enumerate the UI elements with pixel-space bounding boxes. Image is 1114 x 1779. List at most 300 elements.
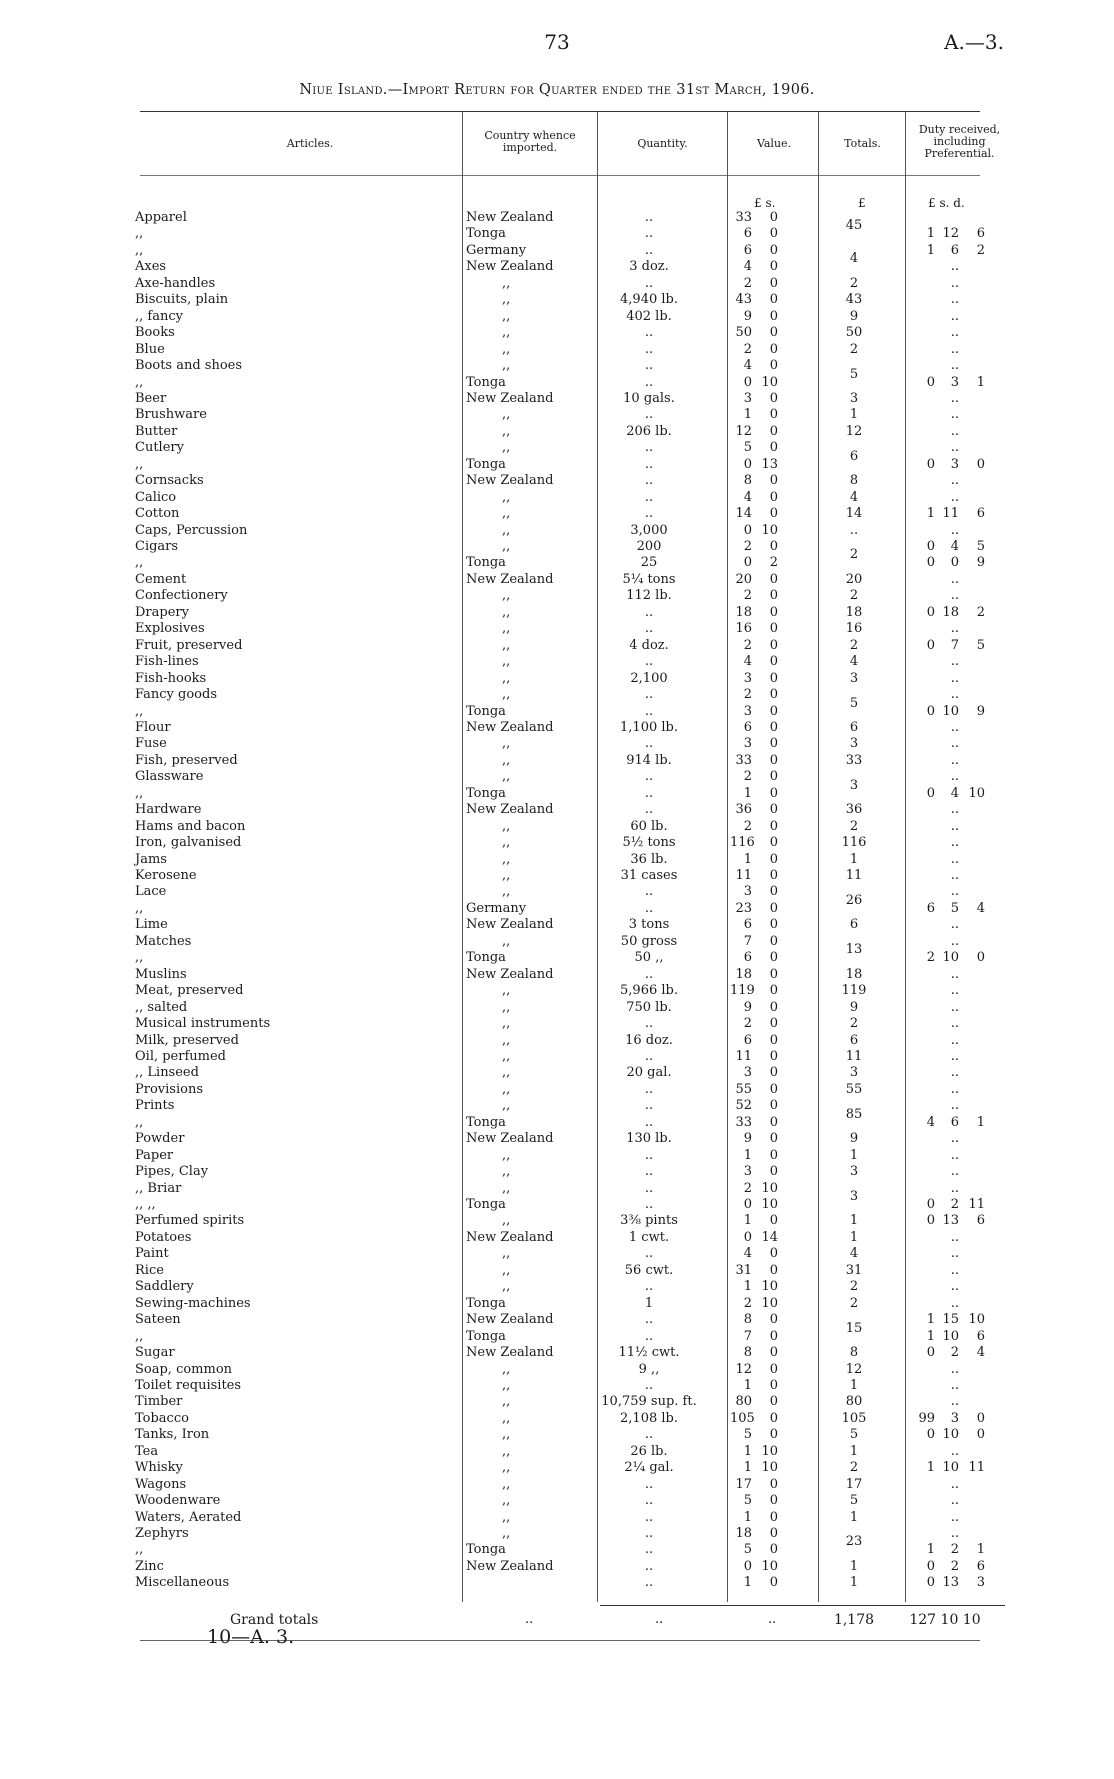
value-shillings: 0 bbox=[769, 621, 778, 637]
value-shillings: 0 bbox=[769, 703, 778, 719]
article-cell bbox=[135, 934, 465, 950]
article-cell bbox=[135, 1510, 465, 1526]
quantity-cell: 4 doz. bbox=[629, 637, 669, 653]
value-shillings: 0 bbox=[769, 917, 778, 933]
page-code: A.—3. bbox=[944, 30, 1004, 54]
article-cell bbox=[135, 884, 465, 900]
article-cell bbox=[135, 835, 465, 851]
duty-shillings: 15 bbox=[942, 1312, 959, 1328]
quantity-cell: .. bbox=[644, 440, 654, 456]
article-cell bbox=[135, 391, 465, 407]
totals-cell: 3 bbox=[849, 1189, 859, 1204]
value-shillings: 0 bbox=[769, 1081, 778, 1097]
article-name: ,, bbox=[135, 785, 144, 801]
article-name: Drapery bbox=[135, 604, 189, 620]
duty-shillings: .. bbox=[950, 358, 959, 374]
article-name: Explosives bbox=[135, 621, 205, 637]
article-cell bbox=[135, 687, 465, 703]
article-name: ,, salted bbox=[135, 999, 188, 1015]
duty-shillings: 18 bbox=[942, 604, 959, 620]
article-name: Soap, common bbox=[135, 1361, 233, 1377]
duty-shillings: .. bbox=[950, 571, 959, 587]
article-cell bbox=[135, 1197, 465, 1213]
totals-cell: 20 bbox=[845, 571, 863, 587]
quantity-cell: 1 cwt. bbox=[628, 1229, 670, 1245]
article-name: Rice bbox=[135, 1262, 164, 1278]
value-shillings: 10 bbox=[761, 1295, 778, 1311]
value-pounds: 3 bbox=[743, 884, 752, 900]
grand-filler-value: .. bbox=[768, 1612, 777, 1627]
duty-pence: 2 bbox=[976, 604, 985, 620]
article-name: Cotton bbox=[135, 506, 180, 522]
value-pounds: 1 bbox=[743, 1213, 752, 1229]
totals-cell: 8 bbox=[849, 473, 859, 489]
country-cell: Tonga bbox=[466, 226, 506, 242]
value-pounds: 2 bbox=[743, 687, 752, 703]
article-cell bbox=[135, 1362, 465, 1378]
article-cell bbox=[135, 621, 465, 637]
country-cell: ,, bbox=[502, 818, 511, 834]
value-pounds: 0 bbox=[743, 374, 752, 390]
duty-shillings: .. bbox=[950, 341, 959, 357]
article-name: Tea bbox=[135, 1443, 159, 1459]
duty-pence: 9 bbox=[976, 555, 985, 571]
article-cell bbox=[135, 950, 465, 966]
header-quantity: Quantity. bbox=[637, 137, 688, 150]
article-name: Saddlery bbox=[135, 1279, 194, 1295]
article-cell bbox=[135, 1065, 465, 1081]
article-cell bbox=[135, 473, 465, 489]
duty-shillings: .. bbox=[950, 473, 959, 489]
value-shillings: 0 bbox=[769, 1098, 778, 1114]
totals-cell: 80 bbox=[845, 1394, 863, 1410]
divider-duty bbox=[905, 112, 906, 1602]
value-pounds: 4 bbox=[743, 1246, 752, 1262]
duty-pence: 1 bbox=[976, 1542, 985, 1558]
article-cell bbox=[135, 424, 465, 440]
duty-shillings: .. bbox=[950, 1164, 959, 1180]
article-name: Apparel bbox=[135, 210, 187, 225]
totals-cell: 6 bbox=[849, 917, 859, 933]
article-name: Blue bbox=[135, 341, 165, 357]
quantity-cell: .. bbox=[644, 604, 654, 620]
value-pounds: 1 bbox=[743, 1279, 752, 1295]
quantity-cell: .. bbox=[644, 1575, 654, 1591]
duty-shillings: .. bbox=[950, 1065, 959, 1081]
article-cell bbox=[135, 1312, 465, 1328]
quantity-cell: .. bbox=[644, 687, 654, 703]
article-cell bbox=[135, 1033, 465, 1049]
value-pounds: 80 bbox=[735, 1394, 752, 1410]
article-name: Brushware bbox=[135, 407, 207, 423]
article-cell bbox=[135, 736, 465, 752]
totals-cell: 18 bbox=[845, 966, 863, 982]
quantity-cell: .. bbox=[644, 1147, 654, 1163]
value-shillings: 0 bbox=[769, 654, 778, 670]
duty-pence: 5 bbox=[976, 539, 985, 554]
value-shillings: 0 bbox=[769, 1147, 778, 1163]
duty-shillings: .. bbox=[950, 687, 959, 703]
article-name: Biscuits, plain bbox=[135, 292, 229, 308]
totals-cell: 1 bbox=[849, 407, 859, 423]
duty-shillings: .. bbox=[950, 769, 959, 785]
value-pounds: 0 bbox=[743, 456, 752, 472]
country-cell: New Zealand bbox=[466, 1131, 554, 1147]
article-name: Sateen bbox=[135, 1312, 181, 1328]
totals-cell: 5 bbox=[849, 1493, 859, 1509]
unit-duty: £ s. d. bbox=[928, 196, 965, 210]
country-cell: Tonga bbox=[466, 950, 506, 966]
article-cell bbox=[135, 259, 465, 275]
article-name: Axe-handles bbox=[135, 275, 216, 291]
value-shillings: 0 bbox=[769, 736, 778, 752]
article-cell bbox=[135, 1296, 465, 1312]
value-pounds: 8 bbox=[743, 1345, 752, 1361]
value-pounds: 1 bbox=[743, 851, 752, 867]
totals-cell: 31 bbox=[845, 1262, 863, 1278]
quantity-cell: .. bbox=[644, 226, 654, 242]
article-name: Jams bbox=[135, 851, 167, 867]
duty-shillings: 0 bbox=[950, 555, 959, 571]
value-shillings: 0 bbox=[769, 851, 778, 867]
article-name: ,, bbox=[135, 226, 144, 242]
country-cell: New Zealand bbox=[466, 719, 554, 735]
totals-cell: 4 bbox=[849, 1246, 859, 1262]
country-cell: New Zealand bbox=[466, 917, 554, 933]
duty-shillings: 2 bbox=[950, 1542, 959, 1558]
article-name: ,, bbox=[135, 456, 144, 472]
value-pounds: 12 bbox=[735, 1361, 752, 1377]
country-cell: ,, bbox=[502, 1065, 511, 1081]
duty-shillings: 4 bbox=[950, 785, 959, 801]
article-name: Glassware bbox=[135, 769, 204, 785]
duty-pounds: 1 bbox=[926, 1542, 935, 1558]
duty-pence: 2 bbox=[976, 242, 985, 258]
duty-pounds: 0 bbox=[926, 374, 935, 390]
country-cell: ,, bbox=[502, 999, 511, 1015]
table-top-rule bbox=[140, 111, 980, 112]
duty-shillings: .. bbox=[950, 654, 959, 670]
value-pounds: 18 bbox=[735, 604, 752, 620]
country-cell: Tonga bbox=[466, 785, 506, 801]
article-cell bbox=[135, 572, 465, 588]
duty-shillings: .. bbox=[950, 489, 959, 505]
article-name: Sugar bbox=[135, 1345, 175, 1361]
duty-shillings: .. bbox=[950, 736, 959, 752]
article-name: Cornsacks bbox=[135, 473, 204, 489]
country-cell: ,, bbox=[502, 604, 511, 620]
quantity-cell: 1 bbox=[644, 1295, 654, 1311]
article-cell bbox=[135, 1444, 465, 1460]
article-cell bbox=[135, 325, 465, 341]
article-cell bbox=[135, 1213, 465, 1229]
quantity-cell: 5½ tons bbox=[622, 835, 676, 851]
country-cell: ,, bbox=[502, 1262, 511, 1278]
article-name: Provisions bbox=[135, 1081, 203, 1097]
duty-shillings: .. bbox=[950, 983, 959, 999]
duty-shillings: .. bbox=[950, 719, 959, 735]
totals-cell: 16 bbox=[845, 621, 863, 637]
value-shillings: 0 bbox=[769, 1361, 778, 1377]
country-cell: ,, bbox=[502, 1164, 511, 1180]
article-cell bbox=[135, 753, 465, 769]
value-shillings: 10 bbox=[761, 1279, 778, 1295]
value-shillings: 10 bbox=[761, 1180, 778, 1196]
country-cell: New Zealand bbox=[466, 390, 554, 406]
value-pounds: 1 bbox=[743, 1377, 752, 1393]
article-cell bbox=[135, 292, 465, 308]
value-pounds: 6 bbox=[743, 719, 752, 735]
value-pounds: 52 bbox=[735, 1098, 752, 1114]
value-pounds: 9 bbox=[743, 308, 752, 324]
value-shillings: 10 bbox=[761, 1443, 778, 1459]
article-name: Fuse bbox=[135, 736, 167, 752]
value-pounds: 2 bbox=[743, 637, 752, 653]
value-pounds: 119 bbox=[730, 983, 755, 999]
totals-cell: 105 bbox=[841, 1410, 867, 1426]
quantity-cell: 402 lb. bbox=[626, 308, 672, 324]
totals-cell: 43 bbox=[845, 292, 863, 308]
country-cell: Tonga bbox=[466, 1197, 506, 1212]
article-name: Calico bbox=[135, 489, 177, 505]
duty-shillings: 2 bbox=[950, 1558, 959, 1574]
country-cell: ,, bbox=[502, 835, 511, 851]
article-cell bbox=[135, 342, 465, 358]
quantity-cell: 9 ,, bbox=[638, 1361, 660, 1377]
totals-cell: 5 bbox=[849, 1427, 859, 1443]
value-shillings: 0 bbox=[769, 802, 778, 818]
duty-pounds: 0 bbox=[926, 703, 935, 719]
value-pounds: 8 bbox=[743, 1312, 752, 1328]
totals-cell: 17 bbox=[845, 1476, 863, 1492]
value-shillings: 13 bbox=[761, 456, 778, 472]
duty-pounds: 0 bbox=[926, 456, 935, 472]
value-pounds: 0 bbox=[743, 555, 752, 571]
country-cell: ,, bbox=[502, 341, 511, 357]
duty-shillings: .. bbox=[950, 1361, 959, 1377]
duty-pence: 0 bbox=[976, 1410, 985, 1426]
country-cell: ,, bbox=[502, 736, 511, 752]
value-pounds: 3 bbox=[743, 703, 752, 719]
totals-cell: 33 bbox=[845, 752, 863, 768]
value-pounds: 5 bbox=[743, 440, 752, 456]
value-pounds: 20 bbox=[735, 571, 752, 587]
country-cell: ,, bbox=[502, 983, 511, 999]
country-cell: ,, bbox=[502, 1427, 511, 1443]
quantity-cell: 16 doz. bbox=[625, 1032, 673, 1048]
totals-cell: 4 bbox=[849, 251, 859, 267]
duty-pence: 6 bbox=[976, 506, 985, 522]
totals-cell: 2 bbox=[849, 1295, 859, 1311]
duty-pence: 10 bbox=[968, 785, 985, 801]
quantity-cell: 200 bbox=[636, 539, 662, 554]
duty-shillings: 10 bbox=[942, 1460, 959, 1476]
value-shillings: 0 bbox=[769, 242, 778, 258]
article-cell bbox=[135, 539, 465, 555]
article-name: Sewing-machines bbox=[135, 1295, 251, 1311]
quantity-cell: .. bbox=[644, 489, 654, 505]
value-pounds: 0 bbox=[743, 1558, 752, 1574]
quantity-cell: .. bbox=[644, 1542, 654, 1558]
article-name: Tanks, Iron bbox=[135, 1427, 210, 1443]
value-shillings: 0 bbox=[769, 292, 778, 308]
article-cell bbox=[135, 654, 465, 670]
article-name: ,, bbox=[135, 900, 144, 916]
duty-shillings: .. bbox=[950, 1493, 959, 1509]
totals-cell: 45 bbox=[845, 218, 863, 234]
article-name: Woodenware bbox=[135, 1493, 221, 1509]
value-shillings: 0 bbox=[769, 818, 778, 834]
totals-cell: 2 bbox=[849, 637, 859, 653]
article-name: ,, Linseed bbox=[135, 1065, 199, 1081]
value-shillings: 10 bbox=[761, 374, 778, 390]
duty-pence: 6 bbox=[976, 1328, 985, 1344]
value-pounds: 3 bbox=[743, 1164, 752, 1180]
article-name: ,, bbox=[135, 703, 144, 719]
country-cell: ,, bbox=[502, 1180, 511, 1196]
duty-shillings: .. bbox=[950, 933, 959, 949]
quantity-cell: .. bbox=[644, 1312, 654, 1328]
grand-total-value: 1,178 bbox=[833, 1612, 875, 1628]
article-cell bbox=[135, 1148, 465, 1164]
country-cell: New Zealand bbox=[466, 571, 554, 587]
totals-cell: 9 bbox=[849, 308, 859, 324]
quantity-cell: 3 doz. bbox=[629, 259, 669, 275]
page-number: 73 bbox=[544, 30, 570, 54]
country-cell: ,, bbox=[502, 1246, 511, 1262]
value-shillings: 0 bbox=[769, 390, 778, 406]
header-articles: Articles. bbox=[286, 137, 334, 150]
country-cell: ,, bbox=[502, 670, 511, 686]
value-shillings: 0 bbox=[769, 1345, 778, 1361]
article-cell bbox=[135, 1230, 465, 1246]
country-cell: ,, bbox=[502, 868, 511, 883]
duty-shillings: .. bbox=[950, 884, 959, 900]
country-cell: New Zealand bbox=[466, 210, 554, 225]
article-name: Paper bbox=[135, 1147, 174, 1163]
totals-cell: 13 bbox=[845, 942, 863, 958]
country-cell: ,, bbox=[502, 325, 511, 341]
duty-pounds: 0 bbox=[926, 555, 935, 571]
country-cell: Tonga bbox=[466, 555, 506, 571]
totals-cell: 3 bbox=[849, 736, 859, 752]
quantity-cell: 5,966 lb. bbox=[620, 983, 678, 999]
duty-shillings: .. bbox=[950, 851, 959, 867]
value-pounds: 8 bbox=[743, 473, 752, 489]
article-cell bbox=[135, 1098, 465, 1114]
quantity-cell: 25 bbox=[640, 555, 658, 571]
totals-cell: 23 bbox=[845, 1534, 863, 1550]
totals-cell: 3 bbox=[849, 1164, 859, 1180]
article-cell bbox=[135, 638, 465, 654]
duty-pounds: 2 bbox=[926, 950, 935, 966]
duty-shillings: .. bbox=[950, 1147, 959, 1163]
quantity-cell: 50 gross bbox=[620, 933, 678, 949]
country-cell: Tonga bbox=[466, 1295, 506, 1311]
duty-shillings: 3 bbox=[950, 374, 959, 390]
country-cell: New Zealand bbox=[466, 1229, 554, 1245]
value-pounds: 23 bbox=[735, 900, 752, 916]
header-bottom-rule bbox=[140, 175, 980, 176]
value-pounds: 7 bbox=[743, 1328, 752, 1344]
country-cell: ,, bbox=[502, 1147, 511, 1163]
duty-pounds: 1 bbox=[926, 1328, 935, 1344]
duty-pounds: 1 bbox=[926, 226, 935, 242]
quantity-cell: 130 lb. bbox=[626, 1131, 672, 1147]
article-cell bbox=[135, 1181, 465, 1197]
quantity-cell: 20 gal. bbox=[626, 1065, 672, 1081]
article-cell bbox=[135, 1016, 465, 1032]
grand-filler-country: .. bbox=[525, 1612, 534, 1627]
value-shillings: 0 bbox=[769, 571, 778, 587]
totals-cell: 6 bbox=[849, 448, 859, 464]
duty-pence: 1 bbox=[976, 374, 985, 390]
article-cell bbox=[135, 210, 465, 226]
article-name: ,, Briar bbox=[135, 1180, 182, 1196]
value-shillings: 0 bbox=[769, 966, 778, 982]
duty-pence: 6 bbox=[976, 226, 985, 242]
totals-cell: 55 bbox=[845, 1081, 863, 1097]
duty-shillings: .. bbox=[950, 1246, 959, 1262]
header-value: Value. bbox=[756, 137, 792, 150]
totals-cell: 4 bbox=[849, 654, 859, 670]
duty-shillings: .. bbox=[950, 1262, 959, 1278]
quantity-cell: 206 lb. bbox=[626, 423, 672, 439]
country-cell: ,, bbox=[502, 275, 511, 291]
value-shillings: 0 bbox=[769, 539, 778, 554]
value-shillings: 0 bbox=[769, 506, 778, 522]
article-name: ,, bbox=[135, 1328, 144, 1344]
article-cell bbox=[135, 917, 465, 933]
totals-cell: 2 bbox=[849, 1279, 859, 1295]
article-name: Fruit, preserved bbox=[135, 637, 243, 653]
value-pounds: 2 bbox=[743, 769, 752, 785]
totals-cell: 116 bbox=[841, 835, 867, 851]
country-cell: ,, bbox=[502, 423, 511, 439]
quantity-cell: .. bbox=[644, 1427, 654, 1443]
value-pounds: 33 bbox=[735, 752, 752, 768]
quantity-cell: 3,000 bbox=[630, 522, 668, 538]
country-cell: ,, bbox=[502, 1476, 511, 1492]
article-cell bbox=[135, 786, 465, 802]
value-pounds: 5 bbox=[743, 1542, 752, 1558]
value-pounds: 1 bbox=[743, 1147, 752, 1163]
value-pounds: 5 bbox=[743, 1427, 752, 1443]
value-shillings: 0 bbox=[769, 604, 778, 620]
duty-pounds: 0 bbox=[926, 1558, 935, 1574]
grand-total-rule bbox=[600, 1605, 1005, 1606]
value-shillings: 0 bbox=[769, 1493, 778, 1509]
value-pounds: 36 bbox=[735, 802, 752, 818]
article-cell bbox=[135, 1477, 465, 1493]
value-shillings: 0 bbox=[769, 341, 778, 357]
value-pounds: 33 bbox=[735, 210, 752, 225]
article-name: Fancy goods bbox=[135, 687, 217, 703]
unit-value: £ s. bbox=[754, 196, 776, 210]
article-cell bbox=[135, 967, 465, 983]
value-shillings: 0 bbox=[769, 1328, 778, 1344]
article-cell bbox=[135, 1493, 465, 1509]
country-cell: ,, bbox=[502, 1377, 511, 1393]
article-name: Cigars bbox=[135, 539, 179, 554]
value-pounds: 6 bbox=[743, 242, 752, 258]
value-shillings: 0 bbox=[769, 1394, 778, 1410]
duty-shillings: .. bbox=[950, 292, 959, 308]
article-cell bbox=[135, 243, 465, 259]
value-shillings: 0 bbox=[769, 259, 778, 275]
totals-cell: 2 bbox=[849, 341, 859, 357]
duty-shillings: .. bbox=[950, 1377, 959, 1393]
